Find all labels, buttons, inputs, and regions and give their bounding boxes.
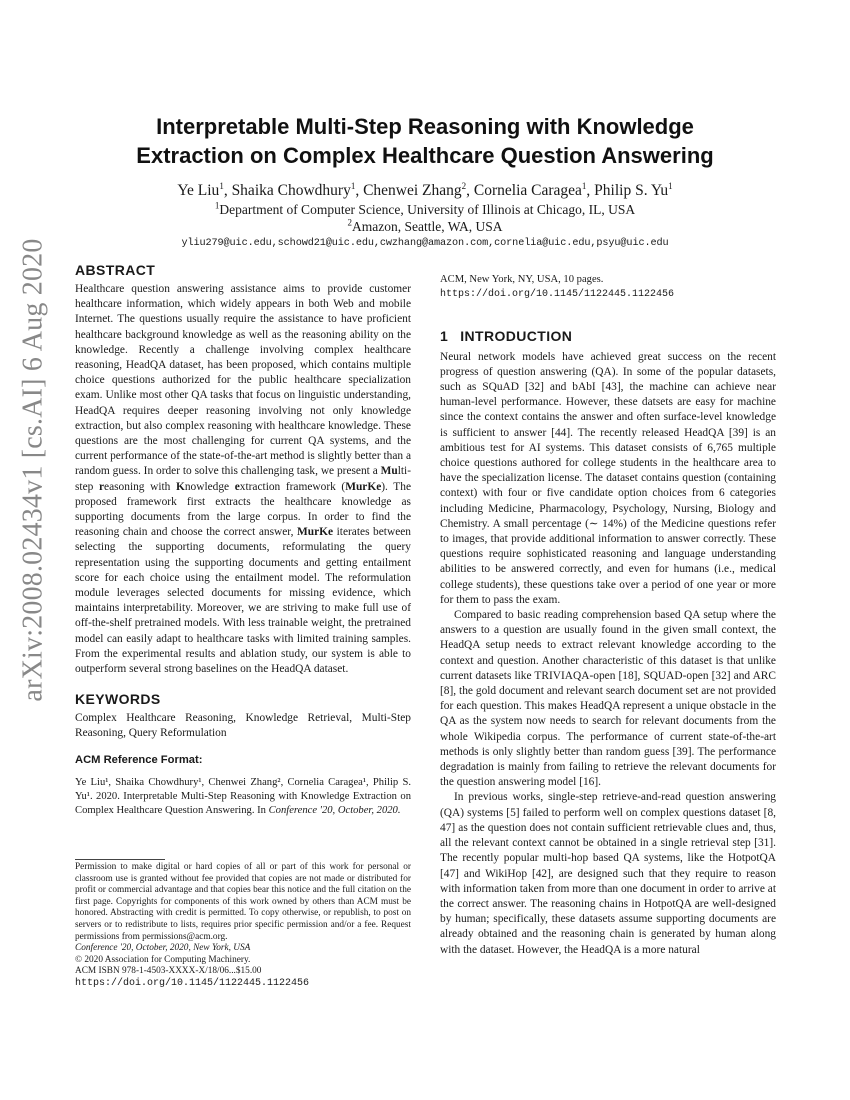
- author-emails: yliu279@uic.edu,schowd21@uic.edu,cwzhang@amazon.com,cornelia@uic.edu,psyu@uic.edu: [181, 238, 669, 249]
- permission-footer: [75, 862, 411, 990]
- footer-conference: Conference '20, October, 2020, New York, USA: [75, 943, 251, 954]
- abstract-text: Healthcare question answering assistance aims to provide customer healthcare information, which widely appears in both Web and mobile Internet. The questions usually require the assistance to have proficient healthcare background knowledge as well as the reasoning ability on the knowledge. Recently a challenge involving complex healthcare reasoning, HeadQA dataset, has been proposed, which contains multiple choice questions authorized for the public healthcare specialization exam. Unlike most other QA tasks that focus on linguistic understanding, HeadQA requires deeper reasoning involving not only knowledge extraction, but also complex reasoning with healthcare knowledge. These questions are the most challenging for current QA systems, and the current performance of the state-of-the-art method is slightly better than a random guess. In order to solve this challenging task, we present a Multi-step reasoning with Knowledge extraction framework (MurKe). The proposed framework first extracts the healthcare knowledge as supporting documents from the large corpus. In order to find the reasoning chain and choose the correct answer, MurKe iterates between selecting the supporting documents, reformulating the query representation using the supporting documents and getting entailment score for each choice using the entailment model. The reformulation module leverages selected documents for missing evidence, which maintains interpretability. Moreover, we are striving to make full use of off-the-shelf pretrained models. With less trainable weight, the pretrained model can easily adapt to healthcare tasks with limited training samples. From the experimental results and ablation study, our system is able to outperform several strong baselines on the HeadQA dataset.: [75, 283, 412, 676]
- author: Cornelia Caragea$^1$: [473, 180, 587, 199]
- keywords-text: Complex Healthcare Reasoning, Knowledge Retrieval, Multi-Step Reasoning, Query Reformulation: [75, 712, 411, 740]
- affiliation-1: $^1$Department of Computer Science, University of Illinois at Chicago, IL, USA: [214, 200, 636, 217]
- intro-paragraph-1: Neural network models have achieved great success on the recent progress of question answering (QA). In some of the popular datasets, such as SQuAD [32] and bAbI [43], the machine can achieve near human-level performance. However, these datsets are easy for machine since the context contains the answer and often surface-level knowledge is sufficient to answer [44]. The recently released HeadQA [39] is an ambitious test for AI systems. This dataset consists of 6,765 multiple choice questions authored for college students in the healthcare area to have the specialization license. The dataset contains question (containing context) with four or five candidate option choices from 6 categories including Medicine, Pharmacology, Psychology, Nursing, Biology and Chemistry. A small percentage (∼ 14%) of the Medicine questions refer to images, that provide additional information to answer correctly. These questions require sophisticated reasoning and language understanding abilities to be answered correctly, and even for humans (i.e., medical college students), these questions take over a period of one year or more for them to pass the exam.: [440, 350, 776, 606]
- arxiv-side-stamp: [14, 238, 54, 702]
- footer-doi-link[interactable]: https://doi.org/10.1145/1122445.1122456: [75, 977, 310, 989]
- affiliation-2: $^2$Amazon, Seattle, WA, USA: [347, 217, 503, 234]
- acm-reference-doi-link[interactable]: https://doi.org/10.1145/1122445.1122456: [440, 288, 675, 300]
- author: Shaika Chowdhury$^1$: [231, 180, 356, 199]
- section-title: INTRODUCTION: [460, 327, 573, 344]
- permission-notice: Permission to make digital or hard copies of all or part of this work for personal or classroom use is granted without fee provided that copies are not made or distributed for profit or commercial advantage and that copies bear this notice and the full citation on the first page. Copyrights for components of this work owned by others than ACM must be honored. Abstracting with credit is permitted. To copy otherwise, or republish, to post on servers or to redistribute to lists, requires prior specific permission and/or a fee. Request permissions from permissions@acm.org.: [75, 862, 411, 942]
- author: Philip S. Yu$^1$: [594, 180, 673, 199]
- title-line-2: Extraction on Complex Healthcare Question Answering: [136, 143, 714, 168]
- intro-paragraph-2: Compared to basic reading comprehension based QA setup where the answers to a question are usually found in the given small context, the HeadQA setup needs to extract relevant knowledge according to the context and question. Another characteristic of this dataset is that unlike current datasets like TRIVIAQA-open [18], SQUAD-open [32] and ARC [8], the gold document and relevant search document set are not provided for each question. This makes HeadQA represent a unique obstacle in the QA as the system now needs to search for relevant documents from the whole Wikipedia corpus. The performance of current state-of-the-art methods is only slightly better than random guess [39]. The performance degradation is mainly from failing to retrieve the relevant documents for the question answering model [16].: [440, 609, 776, 789]
- footer-isbn: ACM ISBN 978-1-4503-XXXX-X/18/06...$15.00: [75, 966, 262, 977]
- author: Chenwei Zhang$^2$: [363, 180, 467, 199]
- footnote-rule: [75, 859, 165, 860]
- arxiv-stamp-text: arXiv:2008.02434v1 [cs.AI] 6 Aug 2020: [18, 238, 49, 702]
- intro-paragraph-3: In previous works, single-step retrieve-and-read question answering (QA) systems [5] failed to perform well on complex questions dataset [8, 47] as the question does not contain sufficient retrievable clues and, thus, all the relevant context cannot be obtained in a single retrieval step [31]. The recently popular multi-hop based QA systems, like the HotpotQA [47] and WikiHop [42], are designed such that they require to reason with information taken from more than one document in order to arrive at the correct answer. The reasoning chains in HotpotQA are well-designed by human; specifically, these datasets assume supporting documents are already obtained and the reasoning chain is generated by human along with the dataset. However, the HeadQA is a more natural: [440, 791, 776, 956]
- acm-reference-continued: ACM, New York, NY, USA, 10 pages. https://doi.org/10.1145/1122445.1122456: [440, 273, 675, 300]
- keywords-heading: KEYWORDS: [75, 691, 161, 708]
- author-list: Ye Liu$^1$, Shaika Chowdhury$^1$, Chenwei Zhang$^2$, Cornelia Caragea$^1$, Philip S. Yu$^1$: [177, 180, 673, 199]
- right-column: [440, 262, 776, 958]
- footer-copyright: © 2020 Association for Computing Machinery.: [75, 954, 251, 965]
- title-line-1: Interpretable Multi-Step Reasoning with Knowledge: [156, 114, 694, 139]
- acm-reference-text: Ye Liu¹, Shaika Chowdhury¹, Chenwei Zhang², Cornelia Caragea¹, Philip S. Yu¹. 2020. Interpretable Multi-Step Reasoning with Knowledge Extraction on Complex Healthcare Question Answering. In Conference '20, October, 2020.: [75, 777, 411, 817]
- introduction-heading: [440, 328, 776, 350]
- abstract-heading: ABSTRACT: [75, 262, 156, 278]
- paper-title: [80, 112, 770, 170]
- section-number: 1: [440, 327, 449, 344]
- acm-reference-heading: ACM Reference Format:: [75, 753, 203, 766]
- left-column: [75, 262, 411, 829]
- author: Ye Liu$^1$: [177, 180, 224, 199]
